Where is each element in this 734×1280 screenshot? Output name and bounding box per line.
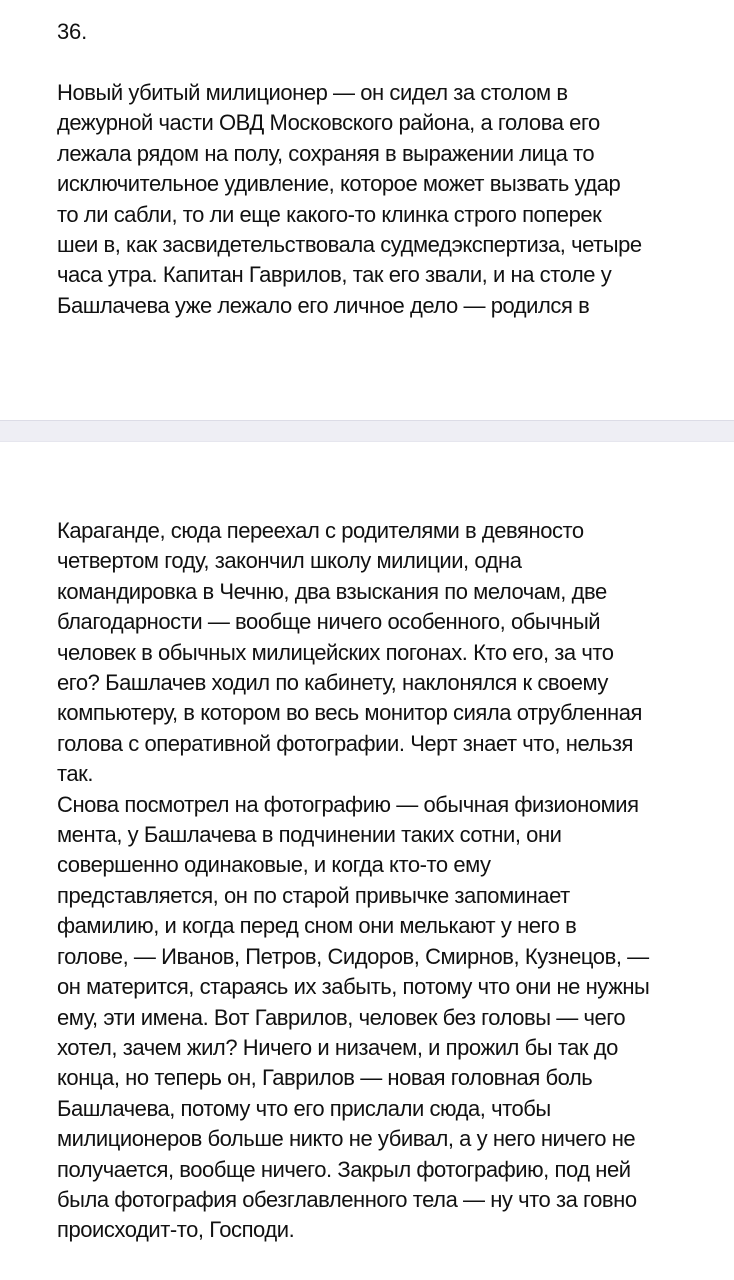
text-line: голова с оперативной фотографии. Черт знает что, нельзя xyxy=(57,730,633,756)
text-line: происходит-то, Господи. xyxy=(57,1217,295,1243)
text-line: так. xyxy=(57,761,94,787)
text-line: командировка в Чечню, два взыскания по мелочам, две xyxy=(57,578,607,604)
document-page-lower xyxy=(0,442,734,1280)
text-line: исключительное удивление, которое может вызвать удар xyxy=(57,171,621,197)
text-line: Новый убитый милиционер — он сидел за столом в xyxy=(57,80,568,105)
page-break-divider xyxy=(0,420,734,442)
text-line: Караганде, сюда переехал с родителями в девяносто xyxy=(57,518,584,543)
text-line: мента, у Башлачева в подчинении таких сотни, они xyxy=(57,822,562,848)
text-line: фамилию, и когда перед сном они мелькают у него в xyxy=(57,913,577,939)
text-line: Башлачева, потому что его прислали сюда, чтобы xyxy=(57,1095,551,1121)
text-line: голове, — Иванов, Петров, Сидоров, Смирнов, Кузнецов, — xyxy=(57,943,649,969)
chapter-number: 36. xyxy=(57,19,87,44)
text-line: часа утра. Капитан Гаврилов, так его звали, и на столе у xyxy=(57,262,612,288)
text-line: то ли сабли, то ли еще какого-то клинка строго поперек xyxy=(57,201,602,227)
text-line: ему, эти имена. Вот Гаврилов, человек без головы — чего xyxy=(57,1004,626,1030)
text-line: представляется, он по старой привычке запоминает xyxy=(57,882,570,908)
text-line: его? Башлачев ходил по кабинету, наклонялся к своему xyxy=(57,670,608,696)
text-line: шеи в, как засвидетельствовала судмедэкспертиза, четыре xyxy=(57,232,642,258)
text-line: совершенно одинаковые, и когда кто-то ему xyxy=(57,852,491,878)
text-line: была фотография обезглавленного тела — ну что за говно xyxy=(57,1186,637,1212)
text-line: Башлачева уже лежало его личное дело — родился в xyxy=(57,292,590,318)
paragraph-upper xyxy=(57,78,707,321)
text-line: лежала рядом на полу, сохраняя в выражении лица то xyxy=(57,140,595,166)
text-line: хотел, зачем жил? Ничего и низачем, и прожил бы так до xyxy=(57,1034,618,1060)
text-line: четвертом году, закончил школу милиции, одна xyxy=(57,548,522,574)
text-line: дежурной части ОВД Московского района, а голова его xyxy=(57,110,600,136)
text-line: конца, но теперь он, Гаврилов — новая головная боль xyxy=(57,1065,593,1091)
text-line: компьютеру, в котором во весь монитор сияла отрубленная xyxy=(57,700,642,726)
text-line: человек в обычных милицейских погонах. Кто его, за что xyxy=(57,639,614,665)
text-line: получается, вообще ничего. Закрыл фотографию, под ней xyxy=(57,1156,631,1182)
paragraph-lower xyxy=(57,516,707,1246)
text-line: он матерится, стараясь их забыть, потому что они не нужны xyxy=(57,974,650,1000)
text-line: милиционеров больше никто не убивал, а у него ничего не xyxy=(57,1126,636,1152)
text-line: Снова посмотрел на фотографию — обычная физиономия xyxy=(57,791,639,817)
document-page-upper xyxy=(0,0,734,420)
text-line: благодарности — вообще ничего особенного, обычный xyxy=(57,609,601,635)
